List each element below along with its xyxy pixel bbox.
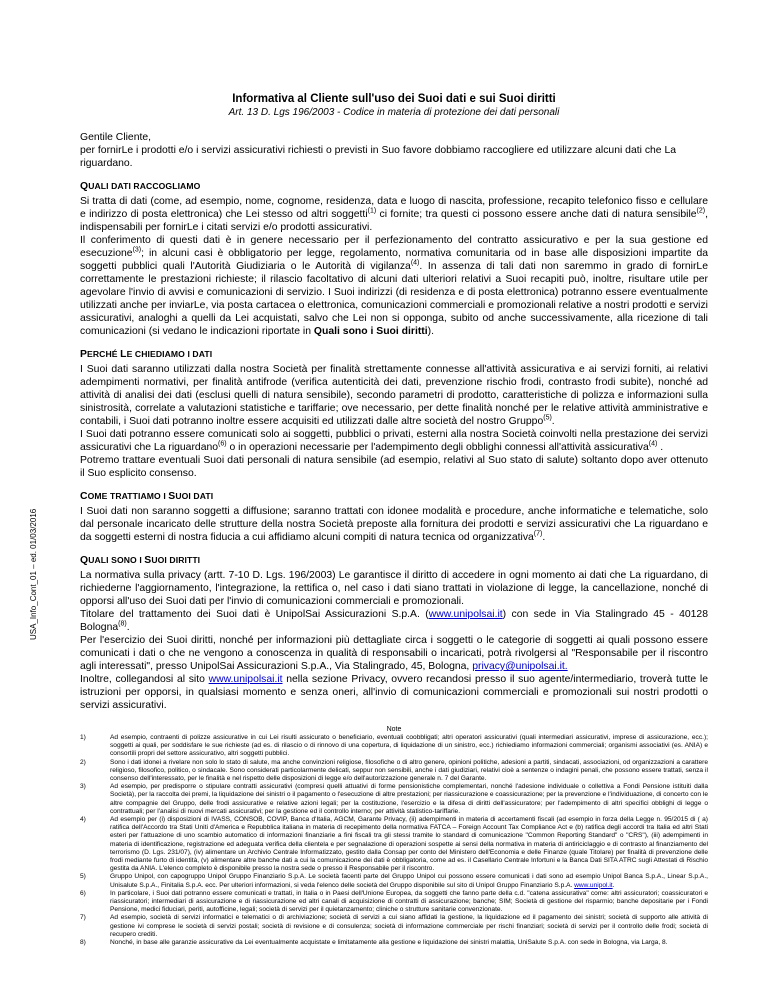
section-title: COME TRATTIAMO I SUOI DATI [80,491,214,502]
footnote: 3) Ad esempio, per predisporre o stipulare contratti assicurativi (compresi quelli attuativi di forme pensionistiche complementari, nonché l'adesione individuale o collettiva a Fondi Pensione istituiti dalla Società), per la raccolta dei premi, la liquidazione dei sinistri o il pagamento o l'esecuzione di altre prestazioni; per riassicurazione e coassicurazione; per la prevenzione e l'individuazione, di concerto con le altre compagnie del Gruppo, delle frodi assicurative e relative azioni legali; per la costituzione, l'esercizio e la difesa di diritti dell'assicuratore; per l'adempimento di altri specifici obblighi di legge o contrattuali; per l'analisi di nuovi mercati assicurativi; per la gestione ed il controllo interno; per attività statistico-tariffarie. [80,783,708,815]
footnote: 6) In particolare, i Suoi dati potranno essere comunicati e trattati, in Italia o in Paesi dell'Unione Europea, da soggetti che fanno parte della c.d. "catena assicurativa" come: altri assicuratori; coassicuratori e riassicuratori; intermediari di assicurazione e di riassicurazione ed altri canali di acquisizione di contratti di assicurazione; banche; SIM; Società di gestione del risparmio; banche depositarie per i Fondi Pensione, medici fiduciari, periti, autofficine, legali; società di servizi per il quietanzamento; cliniche o strutture sanitarie convenzionate. [80,889,708,914]
unipol-link[interactable]: www.unipol.it [574,881,613,889]
document-page [80,93,708,947]
intro-text: per fornirLe i prodotti e/o i servizi assicurativi richiesti o previsti in Suo favore dobbiamo raccogliere ed utilizzare alcuni dati che La riguardano. [80,145,677,169]
footnote: 7) Ad esempio, società di servizi informatici e telematici o di archiviazione; società di servizi a cui siano affidati la gestione, la liquidazione ed il pagamento dei sinistri; società di supporto alle attività di gestione ivi comprese le società di servizi postali; società di revisione e di consulenza; società di informazione commerciale per rischi finanziari; società di servizi per il controllo delle frodi; società di recupero crediti. [80,914,708,938]
section-title: PERCHÉ LE CHIEDIAMO I DATI [80,349,213,360]
section-how [80,491,708,544]
footnote: 4) Ad esempio per (i) disposizioni di IVASS, CONSOB, COVIP, Banca d'Italia, AGCM, Garante Privacy, (ii) adempimenti in materia di accertamenti fiscali (ad esempio in forza della Legge n. 95/2015 di ( a) ratifica dell'Accordo tra Stati Uniti d'America e Repubblica italiana in materia di recepimento della normativa FATCA – Foreign Account Tax Compliance Act e (b) ratifica degli accordi tra Italia ed altri Stati esteri per l'attuazione di uno scambio automatico di informazioni finanziarie a fini fiscali tra gli stessi tramite lo standard di comunicazione "Common Reporting Standard" o "CRS"), (iii) adempimenti in materia di identificazione, registrazione ed adeguata verifica della clientela e per segnalazione di operazioni sospette ai sensi della normativa in materia di antiriciclaggio e di contrasto al finanziamento del terrorismo (D. Lgs. 231/07), (iv) alimentare un Archivio Centrale Informatizzato, gestito dalla Consap per conto del Ministero dell'Economia e delle Finanze (quale Titolare) per finalità di prevenzione delle frodi mediante furto di identità, (v) alimentare altre banche dati a cui la comunicazione dei dati è obbligatoria, come ad es. il Casellario Centrale Infortuni e la Banca Dati SITA ATRC sugli Attestati di Rischio gestita da ANIA. L'elenco completo è disponibile presso la nostra sede o presso il Responsabile per il riscontro. [80,816,708,873]
paragraph: Potremo trattare eventuali Suoi dati personali di natura sensibile (ad esempio, relativi al Suo stato di salute) soltanto dopo aver ottenuto il Suo esplicito consenso. [80,455,708,479]
footnote: 1) Ad esempio, contraenti di polizze assicurative in cui Lei risulti assicurato o beneficiario, eventuali coobbligati; altri operatori assicurativi (quali intermediari assicurativi, imprese di assicurazione, ecc.); soggetti ai quali, per soddisfare le sue richieste (ad es. di rilascio o di rinnovo di una copertura, di liquidazione di un sinistro, ecc.) richiediamo informazioni commerciali; organismi associativi (es. ANIA) e consortili propri del settore assicurativo, altri soggetti pubblici. [80,734,708,758]
page-title: Informativa al Cliente sull'uso dei Suoi dati e sui Suoi diritti [232,93,556,105]
paragraph: I Suoi dati potranno essere comunicati solo ai soggetti, pubblici o privati, esterni alla nostra Società coinvolti nella prestazione dei servizi assicurativi che La riguardano$^{(6)}$ o in operazioni necessarie per l'adempimento degli obblighi connessi all'attività assicurativa$^{(4)}$ . [80,429,708,453]
paragraph: Il conferimento di questi dati è in genere necessario per il perfezionamento del contratto assicurativo e per la sua gestione ed esecuzione$^{(3)}$; in alcuni casi è obbligatorio per legge, regolamento, normativa comunitaria od in base alle disposizioni impartite da soggetti pubblici quali l'Autorità Giudiziaria o le Autorità di vigilanza$^{(4)}$. In assenza di tali dati non saremmo in grado di fornirLe correttamente le prestazioni richieste; il rilascio facoltativo di alcuni dati ulteriori relativi a Suoi recapiti può, inoltre, risultare utile per agevolare l'invio di avvisi e comunicazioni di servizio. I Suoi indirizzi (di residenza e di posta elettronica) potranno essere eventualmente utilizzati anche per inviarLe, via posta cartacea o elettronica, comunicazioni commerciali e promozionali relative a nostri prodotti e servizi assicurativi, analoghi a quelli da Lei acquistati, salvo che Lei non si opponga, subito od anche successivamente, alla ricezione di tali comunicazioni (si vedano le indicazioni riportate in Quali sono i Suoi diritti). [80,235,708,337]
paragraph: I Suoi dati non saranno soggetti a diffusione; saranno trattati con idonee modalità e procedure, anche informatiche e telematiche, solo dal personale incaricato delle strutture della nostra Società preposte alla fornitura dei prodotti e servizi assicurativi che La riguardano e da soggetti esterni di nostra fiducia a cui affidiamo alcuni compiti di natura tecnica od organizzativa$^{(7)}$. [80,506,708,543]
section-title: QUALI SONO I SUOI DIRITTI [80,555,201,566]
footnote: 2) Sono i dati idonei a rivelare non solo lo stato di salute, ma anche convinzioni religiose, filosofiche o di altro genere, opinioni politiche, adesioni a partiti, sindacati, associazioni, od organizzazioni a carattere religioso, filosofico, politico, o sindacale. Sono considerati particolarmente delicati, seppur non sensibili, anche i dati giudiziari, relativi cioè a sentenze o indagini penali, che possono essere trattati, senza il consenso dell'interessato, per le finalità e nel rispetto delle disposizioni di legge e/o dell'autorizzazione generale n. 7 del Garante. [80,758,708,783]
paragraph: La normativa sulla privacy (artt. 7-10 D. Lgs. 196/2003) Le garantisce il diritto di accedere in ogni momento ai dati che La riguardano, di richiederne l'aggiornamento, l'integrazione, la rettifica o, nel caso i dati siano trattati in violazione di legge, la cancellazione, nonché di opporsi all'uso dei Suoi dati per l'invio di comunicazioni commerciali e promozionali. [80,570,708,607]
footnote: 8) Nonché, in base alle garanzie assicurative da Lei eventualmente acquistate e limitatamente alla gestione e liquidazione dei sinistri malattia, UniSalute S.p.A. con sede in Bologna, via Larga, 8. [80,939,668,947]
paragraph: Per l'esercizio dei Suoi diritti, nonché per informazioni più dettagliate circa i soggetti o le categorie di soggetti ai quali possono essere comunicati i dati o che ne vengono a conoscenza in qualità di responsabili o incaricati, potrà rivolgersi al "Responsabile per il riscontro agli interessati", presso UnipolSai Assicurazioni S.p.A., Via Stalingrado, 45, Bologna, privacy@unipolsai.it. [80,635,708,672]
greeting: Gentile Cliente, [80,132,152,143]
document-code: USA_Info_Cont_01 – ed. 01/03/2016 [29,508,38,640]
paragraph: Inoltre, collegandosi al sito www.unipolsai.it nella sezione Privacy, ovvero recandosi presso il suo agente/intermediario, troverà tutte le istruzioni per opporsi, in qualsiasi momento e senza oneri, all'invio di comunicazioni commerciali e promozionali sui nostri prodotti o servizi assicurativi. [80,674,708,711]
paragraph: Si tratta di dati (come, ad esempio, nome, cognome, residenza, data e luogo di nascita, professione, recapito telefonico fisso e cellulare e indirizzo di posta elettronica) che Lei stesso od altri soggetti$^{(1)}$ ci fornite; tra questi ci possono essere anche dati di natura sensibile$^{(2)}$, indispensabili per fornirLe i citati servizi e/o prodotti assicurativi. [80,196,708,233]
paragraph: I Suoi dati saranno utilizzati dalla nostra Società per finalità strettamente connesse all'attività assicurativa e ai servizi forniti, ai relativi adempimenti normativi, per finalità antifrode (verifica autenticità dei dati, prevenzione rischio frodi, contrasto frodi subite), nonché ad attività di analisi dei dati (esclusi quelli di natura sensibile), secondo parametri di prodotto, caratteristiche di polizza e informazioni sulla sinistrosità, correlate a valutazioni statistiche e tariffarie; ove necessario, per dette finalità nonché per le relative attività amministrative e contabili, i Suoi dati potranno inoltre essere acquisiti ed utilizzati dalle altre società del nostro Gruppo$^{(5)}$. [80,364,708,427]
intro [80,131,708,170]
section-rights [80,555,708,712]
unipolsai-link[interactable]: www.unipolsai.it [428,609,503,620]
section-why [80,349,708,480]
paragraph: Titolare del trattamento dei Suoi dati è UnipolSai Assicurazioni S.p.A. (www.unipolsai.it) con sede in Via Stalingrado 45 - 40128 Bologna$^{(8)}$. [80,609,708,633]
privacy-email-link[interactable]: privacy@unipolsai.it. [472,661,568,672]
notes-heading: Note [386,726,402,733]
section-title: QUALI DATI RACCOGLIAMO [80,181,201,192]
page-subtitle: Art. 13 D. Lgs 196/2003 - Codice in materia di protezione dei dati personali [228,107,560,118]
unipolsai-site-link[interactable]: www.unipolsai.it [208,674,283,685]
footnotes [80,726,708,947]
section-data-collected [80,181,708,338]
footnote: 5) Gruppo Unipol, con capogruppo Unipol Gruppo Finanziario S.p.A. Le società facenti parte del Gruppo Unipol cui possono essere comunicati i dati sono ad esempio Unipol Banca S.p.A., Linear S.p.A., Unisalute S.p.A., Finitalia S.p.A. ecc. Per ulteriori informazioni, si veda l'elenco delle società del Gruppo disponibile sul sito di Unipol Gruppo Finanziario S.p.A. www.unipol.it. [80,873,708,889]
